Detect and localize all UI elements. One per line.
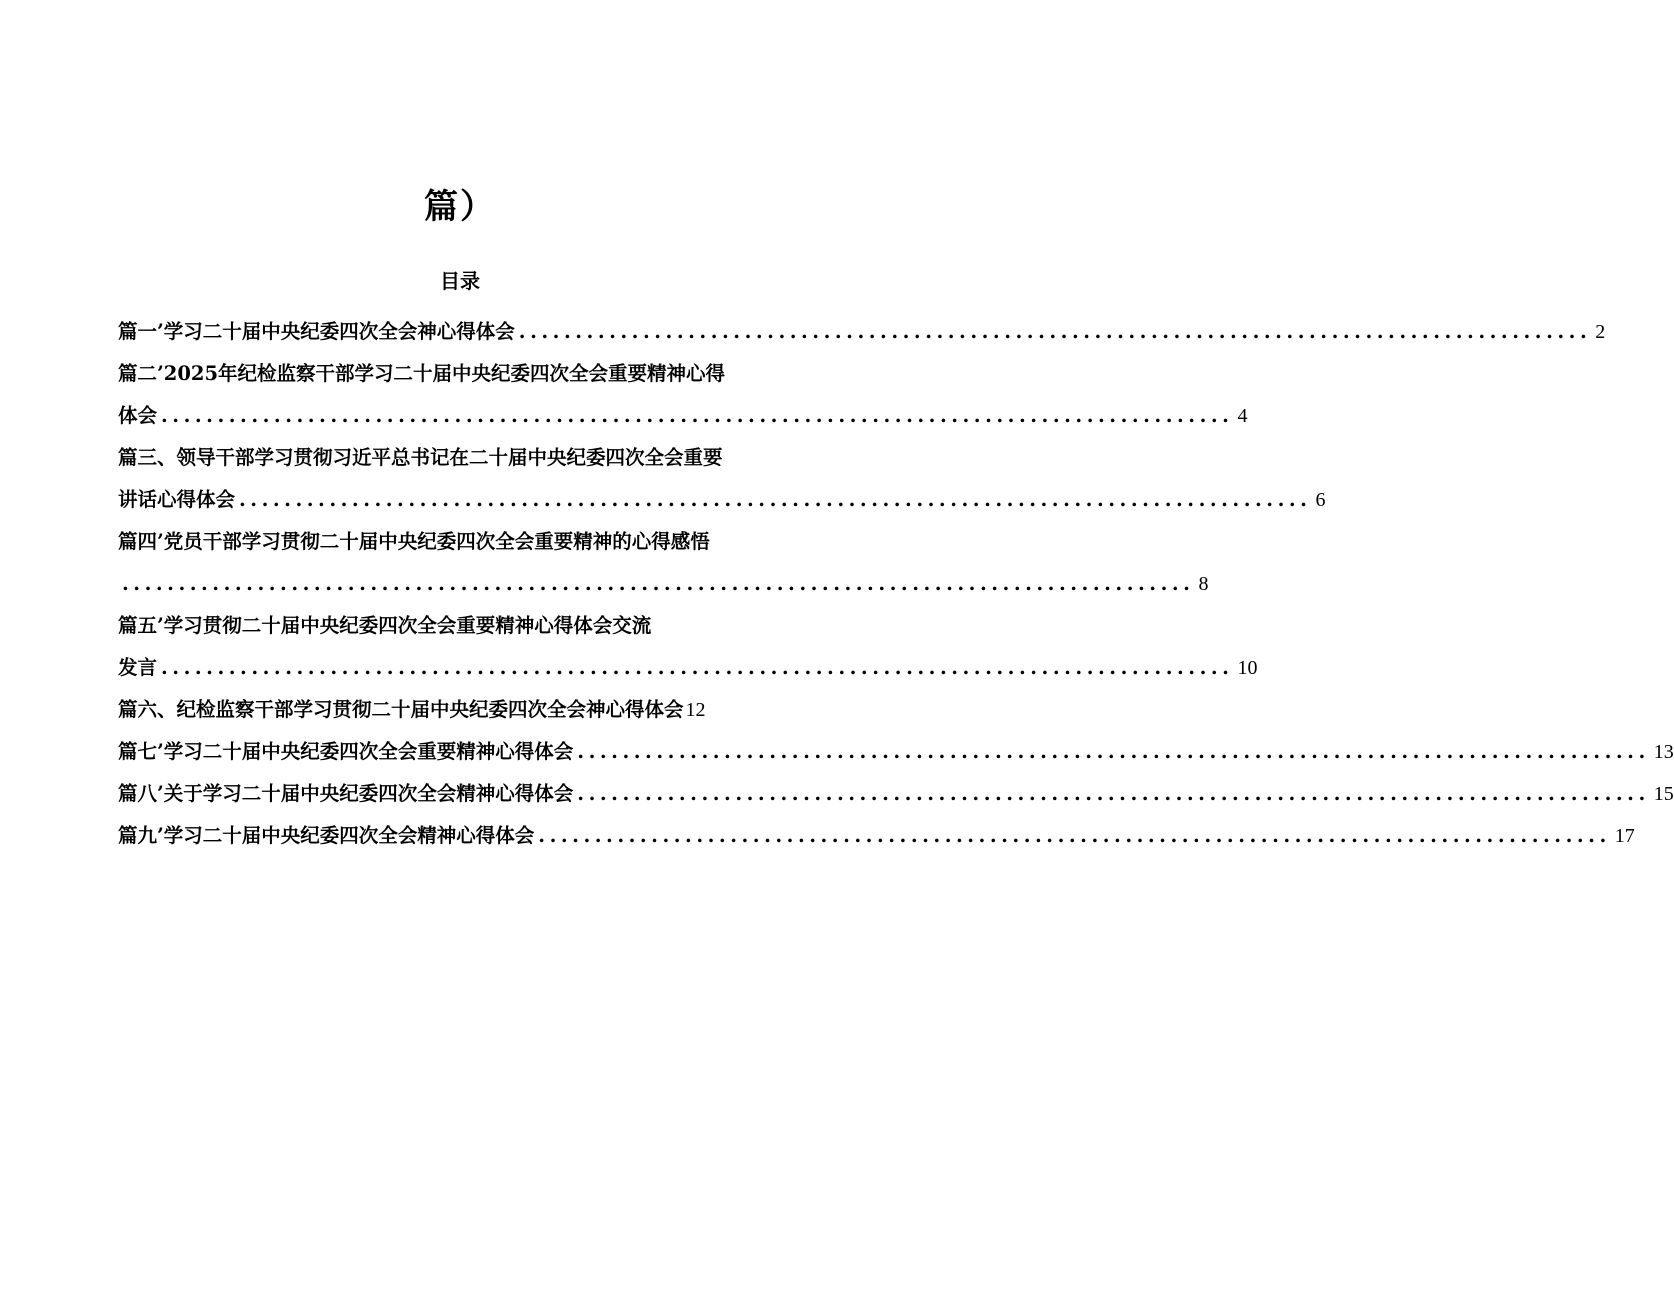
toc-entry-title[interactable]: 篇六、纪检监察干部学习贯彻二十届中央纪委四次全会神心得体会 (118, 698, 684, 721)
toc-entry[interactable] (118, 605, 1258, 689)
dot-leader: ............................................................................................... (538, 824, 1611, 847)
toc-page-number[interactable]: 8 (1198, 573, 1209, 595)
toc-page-number[interactable]: 6 (1315, 489, 1326, 511)
dot-leader: ............................................................................................... (122, 572, 1195, 595)
toc-entry[interactable] (118, 353, 1248, 437)
toc-page-number[interactable]: 2 (1595, 321, 1606, 343)
toc-entry-title[interactable]: 篇七’学习二十届中央纪委四次全会重要精神心得体会 (118, 740, 574, 763)
toc-page-number[interactable]: 12 (685, 699, 706, 721)
toc-entry-title[interactable]: 篇二’2025年纪检监察干部学习二十届中央纪委四次全会重要精神心得 (118, 362, 726, 385)
table-of-contents (118, 311, 1674, 857)
toc-entry[interactable] (118, 437, 1326, 521)
toc-page-number[interactable]: 17 (1614, 825, 1635, 847)
toc-page-number[interactable]: 15 (1653, 783, 1674, 805)
toc-entry[interactable] (118, 521, 1209, 605)
toc-entry-title-continued[interactable]: 体会 (118, 404, 158, 427)
dot-leader: ............................................................................................... (518, 320, 1592, 343)
dot-leader: ............................................................................................... (577, 782, 1650, 805)
toc-entry-title[interactable]: 篇一’学习二十届中央纪委四次全会神心得体会 (118, 320, 515, 343)
dot-leader: ............................................................................................... (577, 740, 1650, 763)
dot-leader: ............................................................................................... (161, 404, 1234, 427)
toc-entry[interactable] (118, 689, 830, 731)
toc-entry-title[interactable]: 篇三、领导干部学习贯彻习近平总书记在二十届中央纪委四次全会重要 (118, 446, 723, 469)
dot-leader: ............................................................................................... (239, 488, 1312, 511)
toc-entry[interactable] (118, 731, 1674, 773)
toc-entry-title[interactable]: 篇四’党员干部学习贯彻二十届中央纪委四次全会重要精神的心得感悟 (118, 530, 710, 553)
toc-entry-title[interactable]: 篇九’学习二十届中央纪委四次全会精神心得体会 (118, 824, 535, 847)
toc-entry[interactable] (118, 773, 1674, 815)
toc-entry-title[interactable]: 篇八’关于学习二十届中央纪委四次全会精神心得体会 (118, 782, 574, 805)
toc-entry[interactable] (118, 815, 1635, 857)
dot-leader: ............................................................................................... (161, 656, 1234, 679)
page-heading: 篇） (424, 187, 496, 227)
toc-page-number[interactable]: 4 (1237, 405, 1248, 427)
toc-entry-title[interactable]: 篇五’学习贯彻二十届中央纪委四次全会重要精神心得体会交流 (118, 614, 652, 637)
toc-entry-title-continued[interactable]: 讲话心得体会 (118, 488, 236, 511)
toc-page-number[interactable]: 13 (1653, 741, 1674, 763)
toc-page-number[interactable]: 10 (1237, 657, 1258, 679)
toc-title: 目录 (440, 269, 480, 293)
toc-entry-title-continued[interactable]: 发言 (118, 656, 158, 679)
toc-entry[interactable] (118, 311, 1606, 353)
